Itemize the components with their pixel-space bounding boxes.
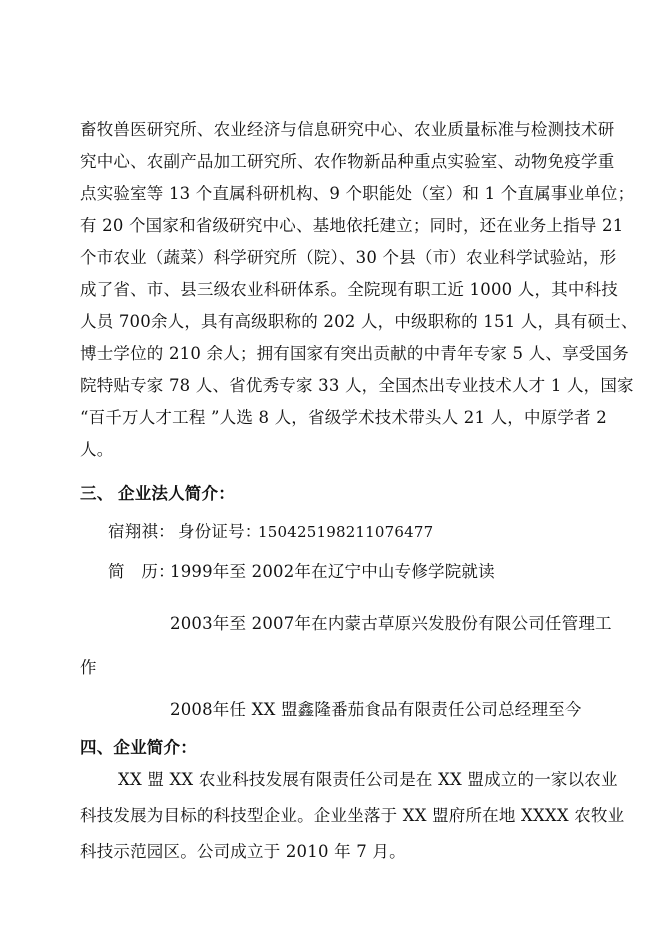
paragraph-line: XX 盟 XX 农业科技发展有限责任公司是在 XX 盟成立的一家以农业	[118, 770, 618, 789]
resume-entry: 2008年任 XX 盟鑫隆番茄食品有限责任公司总经理至今	[170, 700, 582, 719]
resume-entry-continued: 作	[80, 658, 97, 677]
paragraph-line: 个市农业（蔬菜）科学研究所（院）、30 个县（市）农业科学试验站，形	[80, 248, 617, 267]
paragraph-line: 科技示范园区。公司成立于 2010 年 7 月。	[80, 842, 406, 861]
section-heading: 四、企业简介：	[80, 738, 197, 757]
name-label: 宿翔祺：	[108, 522, 175, 541]
paragraph-line: 科技发展为目标的科技型企业。企业坐落于 XX 盟府所在地 XXXX 农牧业	[80, 806, 625, 825]
paragraph-line: 人员 700余人，具有高级职称的 202 人，中级职称的 151 人，具有硕士、	[80, 312, 638, 331]
paragraph-line: 院特贴专家 78 人、省优秀专家 33 人，全国杰出专业技术人才 1 人，国家	[80, 376, 634, 395]
resume-entry: 2003年至 2007年在内蒙古草原兴发股份有限公司任管理工	[170, 614, 612, 633]
section-heading: 企业法人简介：	[118, 484, 235, 503]
paragraph-line: “百千万人才工程 ”人选 8 人，省级学术技术带头人 21 人，中原学者 2	[80, 408, 607, 427]
paragraph-line: 点实验室等 13 个直属科研机构、9 个职能处（室）和 1 个直属事业单位；	[80, 184, 635, 203]
section-number: 三、	[80, 484, 114, 503]
resume-label: 简 历：	[108, 562, 175, 581]
paragraph-line: 人。	[80, 440, 114, 459]
paragraph-line: 成了省、市、县三级农业科研体系。全院现有职工近 1000 人，其中科技	[80, 280, 618, 299]
paragraph-line: 畜牧兽医研究所、农业经济与信息研究中心、农业质量标准与检测技术研	[80, 120, 615, 139]
paragraph-line: 博士学位的 210 余人；拥有国家有突出贡献的中青年专家 5 人、享受国务	[80, 344, 629, 363]
paragraph-line: 有 20 个国家和省级研究中心、基地依托建立；同时，还在业务上指导 21	[80, 216, 624, 235]
id-label: 身份证号：	[178, 522, 262, 541]
id-value: 150425198211076477	[258, 523, 434, 541]
paragraph-line: 究中心、农副产品加工研究所、农作物新品种重点实验室、动物免疫学重	[80, 152, 615, 171]
resume-entry: 1999年至 2002年在辽宁中山专修学院就读	[170, 562, 495, 581]
